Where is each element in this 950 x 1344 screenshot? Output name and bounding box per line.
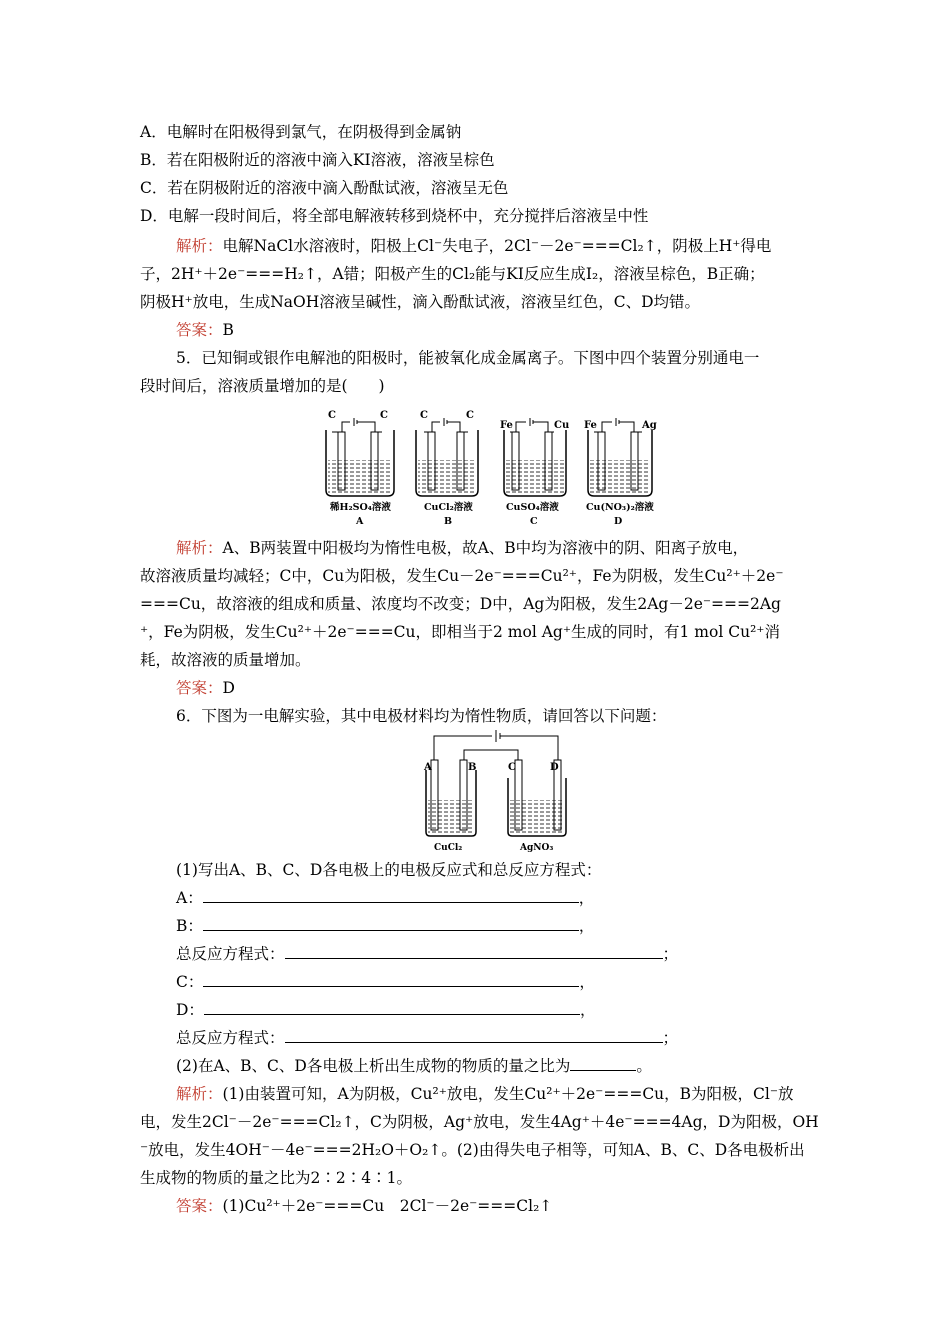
answer-blank[interactable] [570,1056,636,1071]
answer-text: D [222,679,235,697]
q4-answer-line [176,316,856,344]
q5-figure-electrolytic-cells [320,398,670,530]
cell-a [326,410,394,527]
electrode-c-label: C [508,762,516,773]
semicolon: ； [662,945,679,963]
q5-analysis-line: ===Cu，故溶液的组成和质量、浓度均不改变；D中，Ag为阳极，发生2Ag－2e⁻===2Ag [140,595,781,613]
answer-label: 答案： [176,321,223,339]
analysis-text: (1)由装置可知，A为阴极，Cu²⁺放电，发生Cu²⁺＋2e⁻===Cu，B为阳极，Cl⁻放 [222,1085,794,1103]
q4-option-c: C．若在阴极附近的溶液中滴入酚酞试液，溶液呈无色 [140,179,509,197]
cell-d-right-electrode: Ag [642,420,657,431]
cell-b [416,410,478,527]
cell-d [584,418,657,527]
answer-blank[interactable] [203,888,579,903]
comma: ， [578,917,595,935]
label-c: C： [176,973,204,991]
solution-right-label: AgNO₃ [520,843,554,852]
cell-a-right-electrode: C [380,410,388,421]
answer-label: 答案： [176,1197,223,1215]
cell-a-solution: 稀H₂SO₄溶液 [330,502,391,513]
q4-analysis-line: 阴极H⁺放电，生成NaOH溶液呈碱性，滴入酚酞试液，溶液呈红色，C、D均错。 [140,293,701,311]
q6-total2-line [176,1024,856,1052]
q4-analysis-line [176,232,856,260]
q5-analysis-line: ⁺，Fe为阴极，发生Cu²⁺＋2e⁻===Cu，即相当于2 mol Ag⁺生成的同时，有1 mol Cu²⁺消 [140,623,780,641]
electrode-d-label: D [550,762,559,773]
total-label: 总反应方程式： [176,1029,285,1047]
comma: ， [579,973,595,991]
analysis-text: 电解NaCl水溶液时，阳极上Cl⁻失电子，2Cl⁻－2e⁻===Cl₂↑，阴极上H⁺得电 [222,237,772,255]
q6-figure-electrolysis-setup [420,726,570,852]
q6-part2-line [176,1052,856,1080]
answer-label: 答案： [176,679,223,697]
cell-c [500,418,569,527]
q5-analysis-line: 耗，故溶液的质量增加。 [140,651,311,669]
q5-stem-line: 段时间后，溶液质量增加的是( ) [140,377,385,395]
cell-a-label: A [356,516,364,527]
total-label: 总反应方程式： [176,945,285,963]
answer-blank[interactable] [203,916,579,931]
electrode-a-label: A [424,762,432,773]
q6-analysis-line [176,1080,856,1108]
cell-c-right-electrode: Cu [554,420,570,431]
cell-b-solution: CuCl₂溶液 [424,502,473,513]
answer-blank[interactable] [285,1028,663,1043]
cell-c-solution: CuSO₄溶液 [506,502,559,513]
cell-d-label: D [614,516,623,527]
cell-c-left-electrode: Fe [500,420,513,431]
q6-answer-d-line [176,996,856,1024]
q6-stem-line: 6．下图为一电解实验，其中电极材料均为惰性物质，请回答以下问题： [176,707,667,725]
q5-stem-line: 5．已知铜或银作电解池的阳极时，能被氧化成金属离子。下图中四个装置分别通电一 [176,349,760,367]
cell-d-left-electrode: Fe [584,420,597,431]
q5-analysis-line: 故溶液质量均减轻；C中，Cu为阳极，发生Cu－2e⁻===Cu²⁺，Fe为阴极，发生Cu²⁺＋2e⁻ [140,567,784,585]
comma: ， [578,889,595,907]
semicolon: ； [662,1029,679,1047]
cell-d-solution: Cu(NO₃)₂溶液 [586,502,654,513]
q6-part1-line: (1)写出A、B、C、D各电极上的电极反应式和总反应方程式： [176,861,602,879]
q6-answer-a-line [176,884,856,912]
analysis-label: 解析： [176,237,223,255]
answer-blank[interactable] [204,1000,580,1015]
analysis-label: 解析： [176,1085,223,1103]
cell-c-label: C [530,516,538,527]
answer-text: (1)Cu²⁺＋2e⁻===Cu 2Cl⁻－2e⁻===Cl₂↑ [222,1197,553,1215]
analysis-text: A、B两装置中阳极均为惰性电极，故A、B中均为溶液中的阴、阳离子放电， [222,539,749,557]
analysis-label: 解析： [176,539,223,557]
part2-text: (2)在A、B、C、D各电极上析出生成物的物质的量之比为 [176,1057,571,1075]
q5-answer-line [176,674,856,702]
q4-option-b: B．若在阳极附近的溶液中滴入KI溶液，溶液呈棕色 [140,151,495,169]
answer-blank[interactable] [285,944,663,959]
q6-answer-b-line [176,912,856,940]
cell-b-left-electrode: C [420,410,428,421]
q6-analysis-line: 电，发生2Cl⁻－2e⁻===Cl₂↑，C为阴极，Ag⁺放电，发生4Ag⁺＋4e⁻===4Ag，D为阳极，OH [140,1113,819,1131]
label-a: A： [176,889,203,907]
electrode-b-label: B [468,762,477,773]
q4-analysis-line: 子，2H⁺＋2e⁻===H₂↑，A错；阳极产生的Cl₂能与KI反应生成I₂，溶液呈棕色，B正确； [140,265,765,283]
answer-text: B [222,321,234,339]
q6-answer-line [176,1192,856,1220]
answer-blank[interactable] [203,972,579,987]
q6-analysis-line: ⁻放电，发生4OH⁻－4e⁻===2H₂O＋O₂↑。(2)由得失电子相等，可知A、B、C、D各电极析出 [140,1141,805,1159]
q5-analysis-line [176,534,856,562]
part2-end: 。 [636,1057,652,1075]
q4-option-a: A．电解时在阳极得到氯气，在阴极得到金属钠 [140,123,462,141]
comma: ， [579,1001,596,1019]
cell-b-label: B [444,516,453,527]
label-b: B： [176,917,203,935]
solution-left-label: CuCl₂ [434,843,463,852]
q6-total1-line [176,940,856,968]
q4-option-d: D．电解一段时间后，将全部电解液转移到烧杯中，充分搅拌后溶液呈中性 [140,207,649,225]
q6-answer-c-line [176,968,856,996]
q6-analysis-line: 生成物的物质的量之比为2∶2∶4∶1。 [140,1169,412,1187]
cell-a-left-electrode: C [328,410,336,421]
cell-b-right-electrode: C [466,410,474,421]
label-d: D： [176,1001,204,1019]
